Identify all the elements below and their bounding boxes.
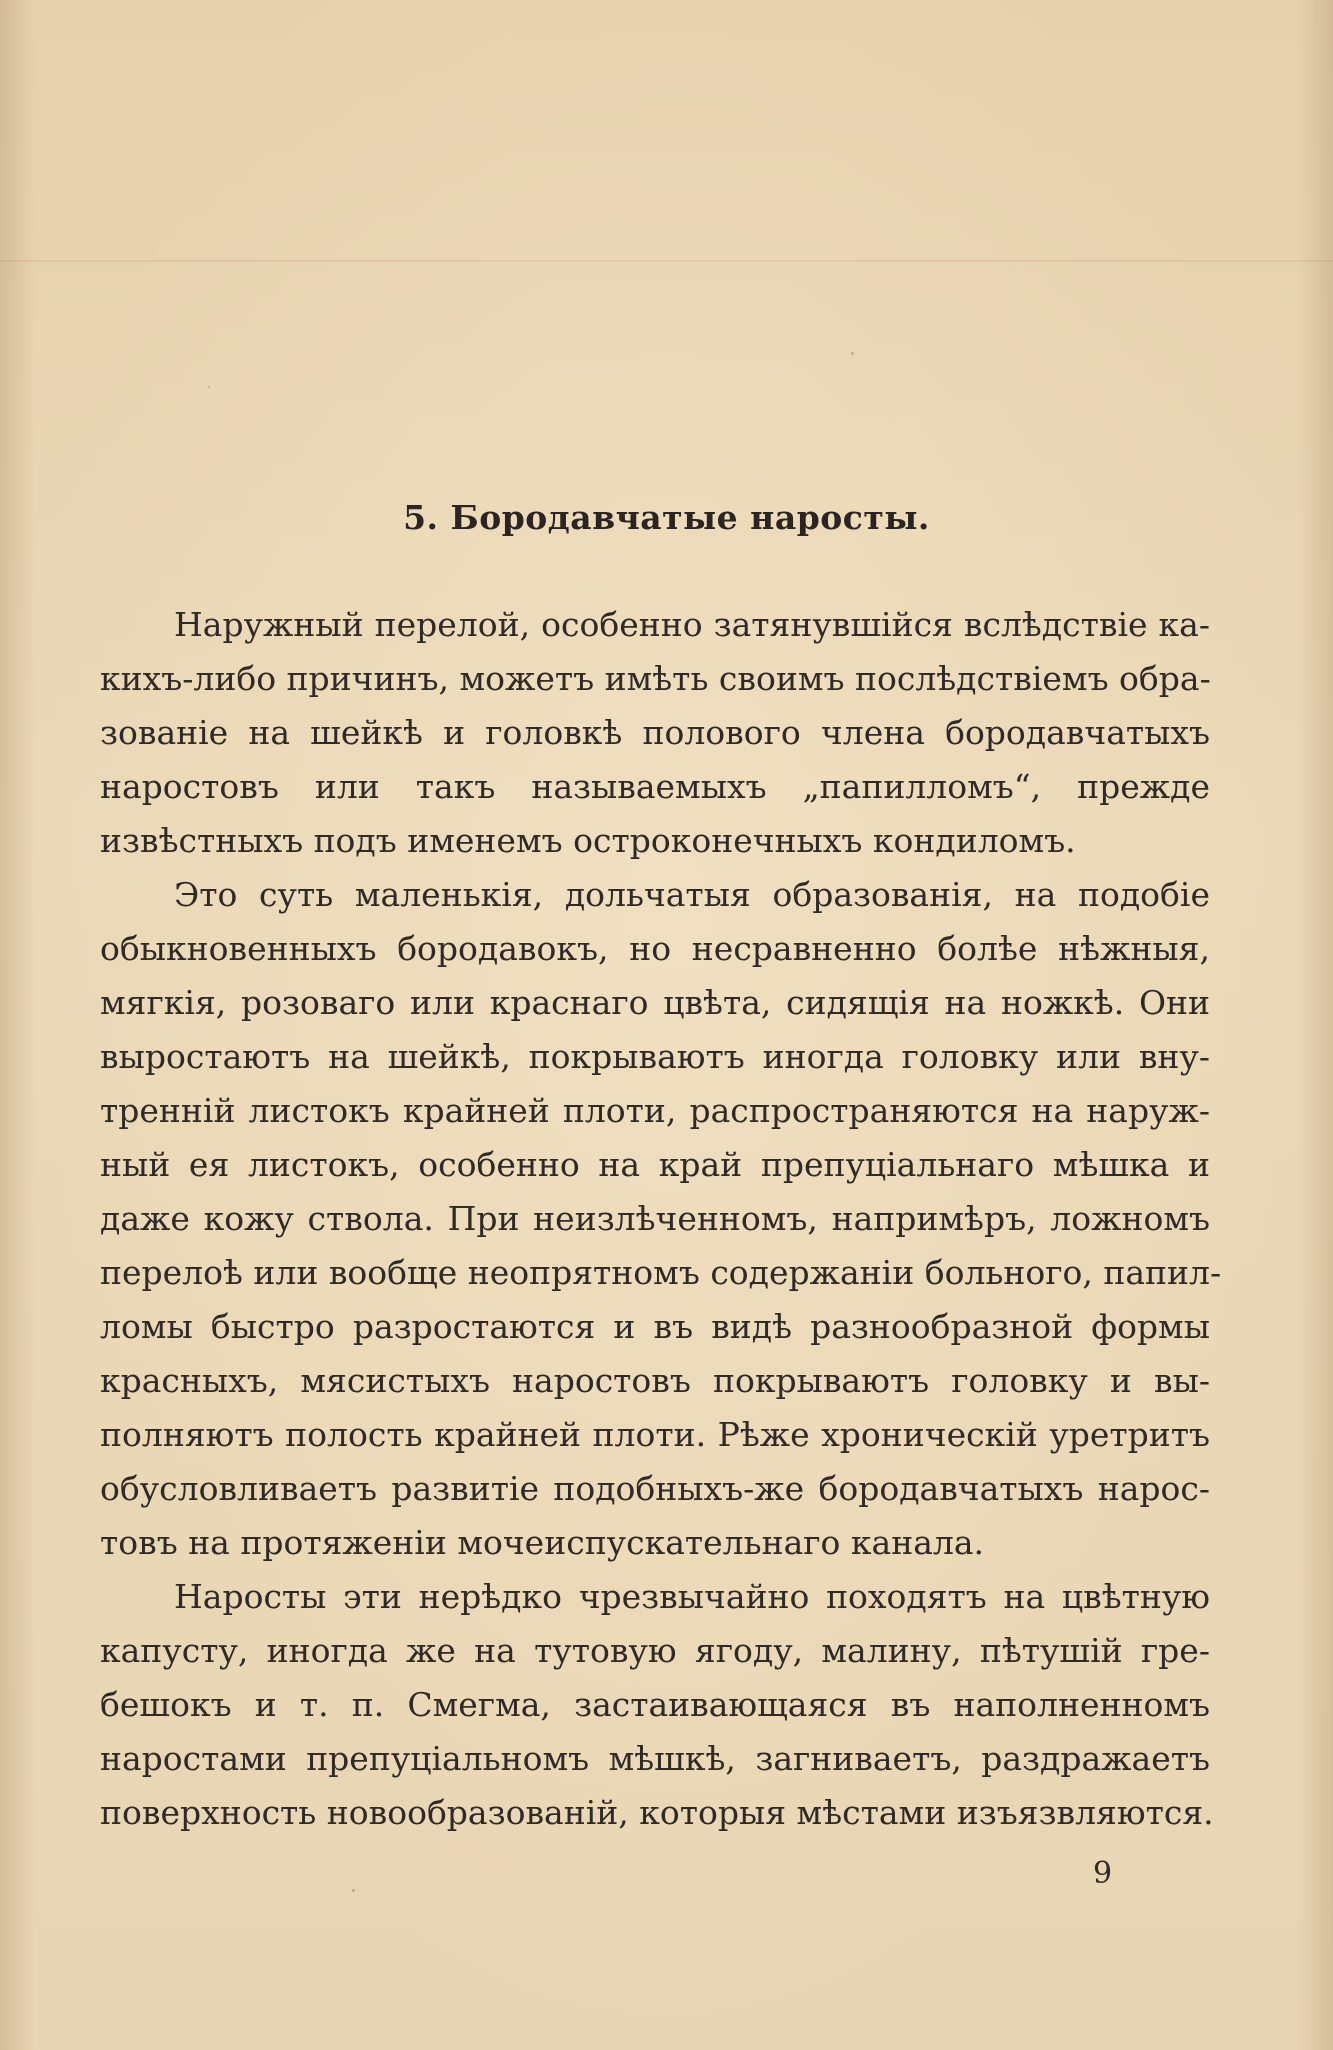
text-line: ный ея листокъ, особенно на край препуціальнаго мѣшка и bbox=[100, 1145, 1210, 1184]
ink-speck bbox=[352, 1889, 355, 1892]
text-line: Наросты эти нерѣдко чрезвычайно походятъ на цвѣтную bbox=[174, 1577, 1210, 1616]
text-line: кихъ-либо причинъ, можетъ имѣть своимъ послѣдствіемъ обра- bbox=[100, 659, 1211, 698]
ink-speck bbox=[851, 352, 854, 355]
text-line: товъ на протяженіи мочеиспускательнаго канала. bbox=[100, 1523, 985, 1562]
ink-speck bbox=[208, 386, 210, 388]
page-number: 9 bbox=[1093, 1856, 1113, 1891]
text-line: капусту, иногда же на тутовую ягоду, малину, пѣтушій гре- bbox=[100, 1631, 1210, 1670]
text-line: зованіе на шейкѣ и головкѣ полового члена бородавчатыхъ bbox=[100, 713, 1210, 752]
text-line: перелоѣ или вообще неопрятномъ содержаніи больного, папил- bbox=[100, 1253, 1222, 1292]
text-line: обыкновенныхъ бородавокъ, но несравненно болѣе нѣжныя, bbox=[100, 929, 1210, 968]
page-edge-shadow-left bbox=[0, 0, 36, 2050]
text-line: наростовъ или такъ называемыхъ „папилломъ“, прежде bbox=[100, 767, 1210, 806]
text-line: ломы быстро разростаются и въ видѣ разнообразной формы bbox=[100, 1307, 1210, 1346]
text-line: обусловливаетъ развитіе подобныхъ-же бородавчатыхъ нарос- bbox=[100, 1469, 1210, 1508]
text-line: мягкія, розоваго или краснаго цвѣта, сидящія на ножкѣ. Они bbox=[100, 983, 1210, 1022]
text-line: поверхность новообразованій, которыя мѣстами изъязвляются. bbox=[100, 1793, 1214, 1832]
text-line: наростами препуціальномъ мѣшкѣ, загниваетъ, раздражаетъ bbox=[100, 1739, 1210, 1778]
text-line: даже кожу ствола. При неизлѣченномъ, напримѣръ, ложномъ bbox=[100, 1199, 1210, 1238]
text-line: Это суть маленькія, дольчатыя образованія, на подобіе bbox=[174, 875, 1210, 914]
text-line: бешокъ и т. п. Смегма, застаивающаяся въ наполненномъ bbox=[100, 1685, 1210, 1724]
text-line: полняютъ полость крайней плоти. Рѣже хроническій уретритъ bbox=[100, 1415, 1210, 1454]
text-line: красныхъ, мясистыхъ наростовъ покрываютъ головку и вы- bbox=[100, 1361, 1210, 1400]
faint-rule-line bbox=[0, 260, 1333, 262]
text-line: Наружный перелой, особенно затянувшійся вслѣдствіе ка- bbox=[174, 605, 1210, 644]
text-line: извѣстныхъ подъ именемъ остроконечныхъ кондиломъ. bbox=[100, 821, 1076, 860]
page-edge-shadow-right bbox=[1297, 0, 1333, 2050]
text-line: тренній листокъ крайней плоти, распространяются на наруж- bbox=[100, 1091, 1210, 1130]
body-text bbox=[100, 598, 1222, 1840]
section-heading: 5. Бородавчатые наросты. bbox=[403, 498, 930, 537]
text-line: выростаютъ на шейкѣ, покрываютъ иногда головку или вну- bbox=[100, 1037, 1210, 1076]
